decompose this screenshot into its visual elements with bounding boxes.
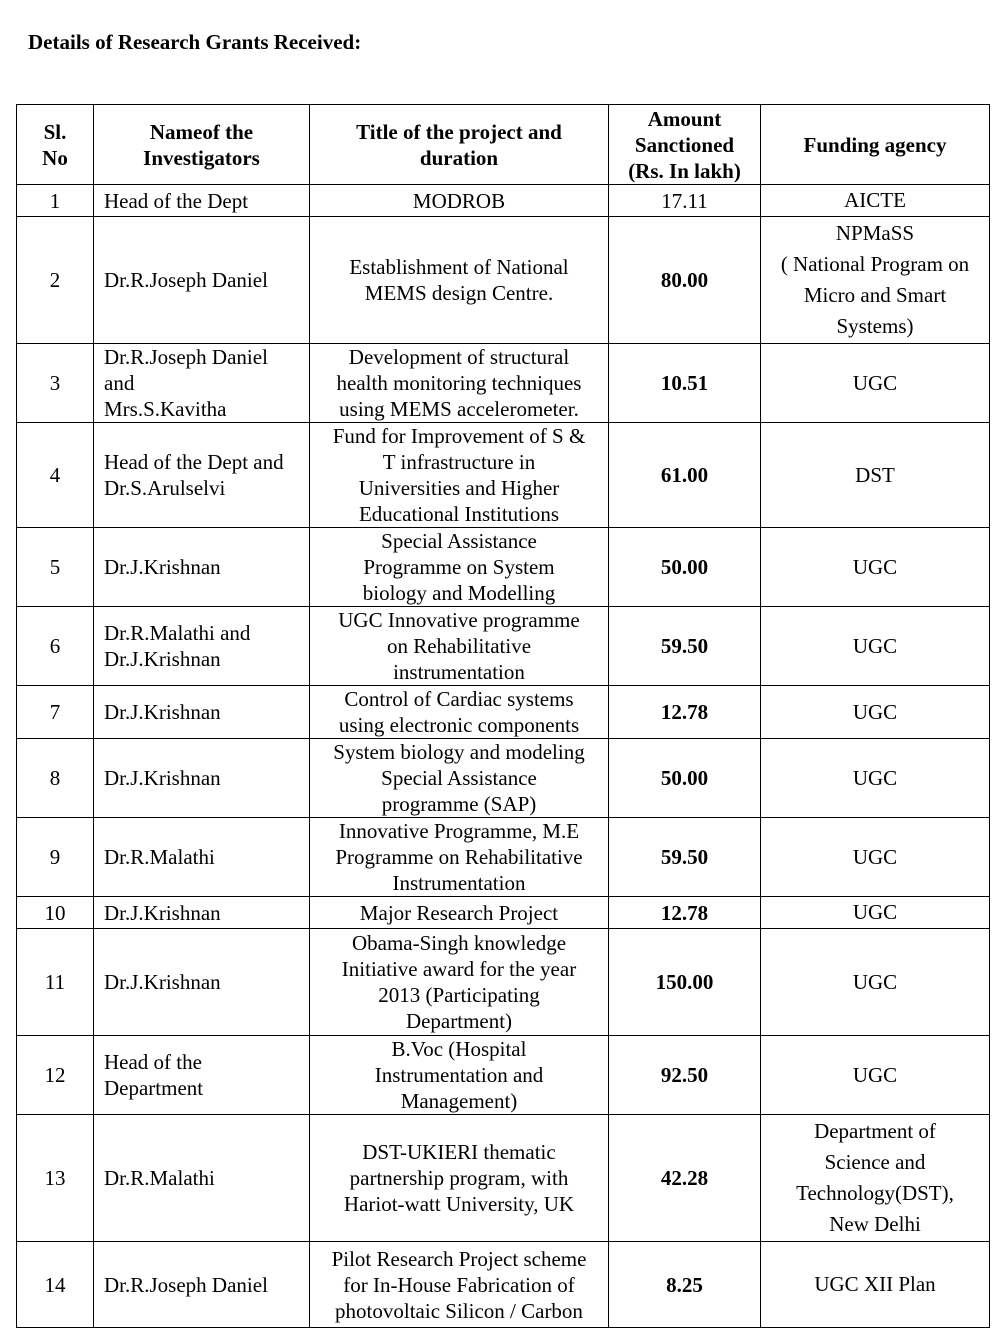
sl-no-cell: 10 — [17, 897, 94, 929]
funding-agency-cell: UGC — [761, 929, 990, 1036]
investigator-cell: Dr.R.Joseph Daniel — [94, 1242, 310, 1328]
table-row — [17, 929, 990, 1036]
investigator-cell: Head of the Department — [94, 1036, 310, 1115]
column-header-amount: Amount Sanctioned (Rs. In lakh) — [609, 105, 761, 185]
amount-cell: 80.00 — [609, 217, 761, 344]
table-row — [17, 897, 990, 929]
sl-no-cell: 6 — [17, 607, 94, 686]
table-row — [17, 1036, 990, 1115]
table-row — [17, 528, 990, 607]
table-row — [17, 423, 990, 528]
investigator-cell: Dr.J.Krishnan — [94, 686, 310, 739]
table-row — [17, 1242, 990, 1328]
table-row — [17, 1115, 990, 1242]
project-title-cell: Development of structural health monitoring techniques using MEMS accelerometer. — [310, 344, 609, 423]
project-title-cell: Establishment of National MEMS design Centre. — [310, 217, 609, 344]
amount-cell: 8.25 — [609, 1242, 761, 1328]
research-grants-table — [16, 104, 990, 1328]
project-title-cell: Innovative Programme, M.E Programme on Rehabilitative Instrumentation — [310, 818, 609, 897]
project-title-cell: UGC Innovative programme on Rehabilitative instrumentation — [310, 607, 609, 686]
funding-agency-cell: AICTE — [761, 185, 990, 217]
investigator-cell: Dr.R.Malathi and Dr.J.Krishnan — [94, 607, 310, 686]
project-title-cell: Major Research Project — [310, 897, 609, 929]
amount-cell: 59.50 — [609, 818, 761, 897]
amount-cell: 92.50 — [609, 1036, 761, 1115]
amount-cell: 61.00 — [609, 423, 761, 528]
amount-cell: 12.78 — [609, 897, 761, 929]
sl-no-cell: 11 — [17, 929, 94, 1036]
table-row — [17, 818, 990, 897]
amount-cell: 10.51 — [609, 344, 761, 423]
project-title-cell: Obama-Singh knowledge Initiative award for the year 2013 (Participating Department) — [310, 929, 609, 1036]
funding-agency-cell: UGC — [761, 528, 990, 607]
sl-no-cell: 4 — [17, 423, 94, 528]
investigator-cell: Dr.J.Krishnan — [94, 929, 310, 1036]
project-title-cell: Control of Cardiac systems using electronic components — [310, 686, 609, 739]
project-title-cell: Special Assistance Programme on System biology and Modelling — [310, 528, 609, 607]
amount-cell: 150.00 — [609, 929, 761, 1036]
column-header-project-title: Title of the project and duration — [310, 105, 609, 185]
sl-no-cell: 8 — [17, 739, 94, 818]
sl-no-cell: 7 — [17, 686, 94, 739]
funding-agency-cell: UGC — [761, 686, 990, 739]
sl-no-cell: 2 — [17, 217, 94, 344]
funding-agency-cell: UGC XII Plan — [761, 1242, 990, 1328]
table-row — [17, 217, 990, 344]
investigator-cell: Dr.R.Malathi — [94, 1115, 310, 1242]
funding-agency-cell: UGC — [761, 607, 990, 686]
amount-cell: 17.11 — [609, 185, 761, 217]
amount-cell: 50.00 — [609, 528, 761, 607]
table-row — [17, 686, 990, 739]
project-title-cell: MODROB — [310, 185, 609, 217]
funding-agency-cell: Department of Science and Technology(DST), New Delhi — [761, 1115, 990, 1242]
sl-no-cell: 3 — [17, 344, 94, 423]
investigator-cell: Dr.J.Krishnan — [94, 739, 310, 818]
sl-no-cell: 1 — [17, 185, 94, 217]
funding-agency-cell: DST — [761, 423, 990, 528]
column-header-investigators: Nameof the Investigators — [94, 105, 310, 185]
funding-agency-cell: UGC — [761, 739, 990, 818]
project-title-cell: System biology and modeling Special Assistance programme (SAP) — [310, 739, 609, 818]
table-header-row — [17, 105, 990, 185]
page-title: Details of Research Grants Received: — [28, 30, 362, 54]
amount-cell: 59.50 — [609, 607, 761, 686]
funding-agency-cell: UGC — [761, 818, 990, 897]
sl-no-cell: 14 — [17, 1242, 94, 1328]
table-row — [17, 344, 990, 423]
amount-cell: 12.78 — [609, 686, 761, 739]
sl-no-cell: 5 — [17, 528, 94, 607]
investigator-cell: Dr.R.Joseph Daniel — [94, 217, 310, 344]
project-title-cell: Fund for Improvement of S & T infrastructure in Universities and Higher Educational Institutions — [310, 423, 609, 528]
investigator-cell: Dr.R.Malathi — [94, 818, 310, 897]
column-header-sl-no: Sl. No — [17, 105, 94, 185]
investigator-cell: Dr.J.Krishnan — [94, 897, 310, 929]
sl-no-cell: 9 — [17, 818, 94, 897]
project-title-cell: DST-UKIERI thematic partnership program, with Hariot-watt University, UK — [310, 1115, 609, 1242]
amount-cell: 50.00 — [609, 739, 761, 818]
project-title-cell: B.Voc (Hospital Instrumentation and Management) — [310, 1036, 609, 1115]
investigator-cell: Head of the Dept — [94, 185, 310, 217]
amount-cell: 42.28 — [609, 1115, 761, 1242]
funding-agency-cell: NPMaSS ( National Program on Micro and Smart Systems) — [761, 217, 990, 344]
investigator-cell: Dr.R.Joseph Daniel and Mrs.S.Kavitha — [94, 344, 310, 423]
investigator-cell: Head of the Dept and Dr.S.Arulselvi — [94, 423, 310, 528]
table-row — [17, 607, 990, 686]
project-title-cell: Pilot Research Project scheme for In-House Fabrication of photovoltaic Silicon / Carbon — [310, 1242, 609, 1328]
table-row — [17, 739, 990, 818]
column-header-funding-agency: Funding agency — [761, 105, 990, 185]
sl-no-cell: 12 — [17, 1036, 94, 1115]
funding-agency-cell: UGC — [761, 1036, 990, 1115]
investigator-cell: Dr.J.Krishnan — [94, 528, 310, 607]
funding-agency-cell: UGC — [761, 897, 990, 929]
funding-agency-cell: UGC — [761, 344, 990, 423]
table-row — [17, 185, 990, 217]
sl-no-cell: 13 — [17, 1115, 94, 1242]
